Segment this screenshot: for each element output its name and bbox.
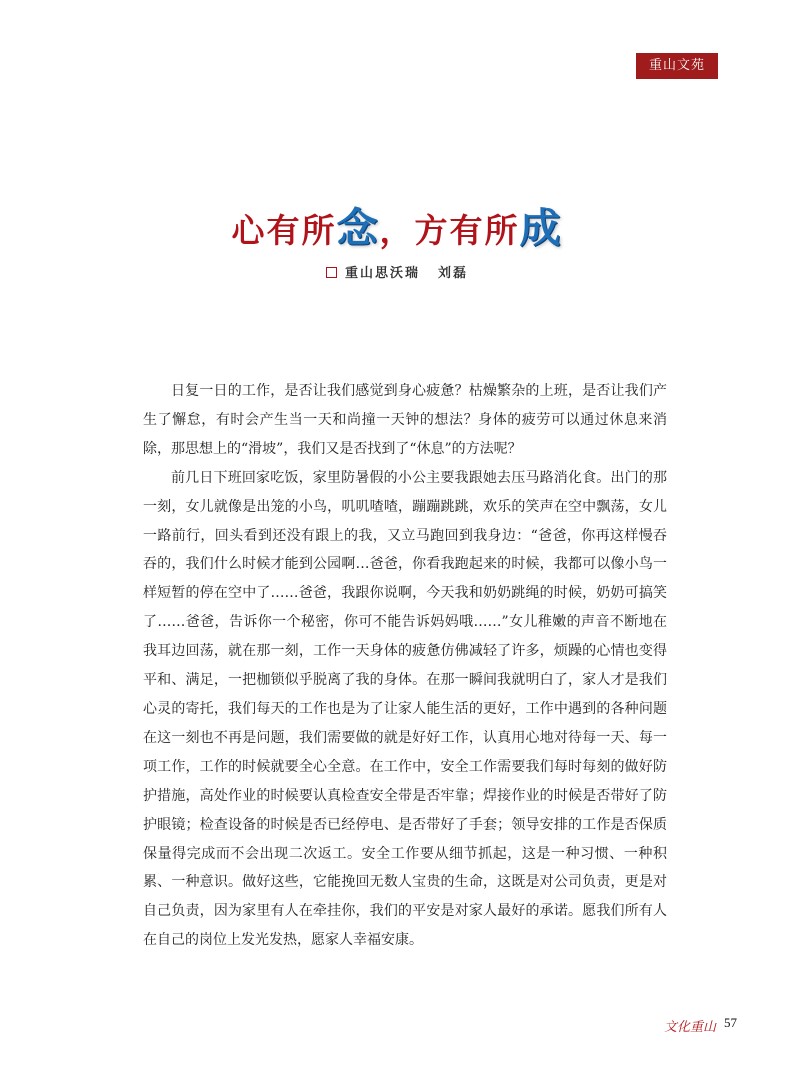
article-title: [0, 195, 794, 254]
title-part-2: ，方有所: [379, 211, 520, 250]
title-part-1: 心有所: [231, 211, 337, 250]
paragraph: 日复一日的工作，是否让我们感觉到身心疲惫？枯燥繁杂的上班，是否让我们产生了懈怠，有时会产生当一天和尚撞一天钟的想法？身体的疲劳可以通过休息来消除，那思想上的“滑坡”，我们又是否找到了“休息”的方法呢？: [143, 383, 667, 457]
page-number: 57: [724, 1015, 737, 1030]
author-name: 刘磊: [438, 266, 469, 281]
article-body: [143, 377, 667, 955]
footer-logo: 文化重山: [664, 1020, 717, 1035]
title-highlight-2: 成: [519, 204, 563, 252]
author-org: 重山思沃瑞: [344, 266, 420, 281]
paragraph: 前几日下班回家吃饭，家里防暑假的小公主要我跟她去压马路消化食。出门的那一刻，女儿就像是出笼的小鸟，叽叽喳喳，蹦蹦跳跳，欢乐的笑声在空中飘荡，女儿一路前行，回头看到还没有跟上的我，又立马跑回到我身边：“爸爸，你再这样慢吞吞的，我们什么时候才能到公园啊…爸爸，你看我跑起来的时候，我都可以像小鸟一样短暂的停在空中了……爸爸，我跟你说啊，今天我和奶奶跳绳的时候，奶奶可搞笑了……爸爸，告诉你一个秘密，你可不能告诉妈妈哦……”女儿稚嫩的声音不断地在我耳边回荡，就在那一刻，工作一天身体的疲惫仿佛减轻了许多，烦躁的心情也变得平和、满足，一把枷锁似乎脱离了我的身体。在那一瞬间我就明白了，家人才是我们心灵的寄托，我们每天的工作也是为了让家人能生活的更好，工作中遇到的各种问题在这一刻也不再是问题，我们需要做的就是好好工作，认真用心地对待每一天、每一项工作，工作的时候就要全心全意。在工作中，安全工作需要我们每时每刻的做好防护措施，高处作业的时候要认真检查安全带是否牢靠；焊接作业的时候是否带好了防护眼镜；检查设备的时候是否已经停电、是否带好了手套；领导安排的工作是否保质保量得完成而不会出现二次返工。安全工作要从细节抓起，这是一种习惯、一种积累、一种意识。做好这些，它能挽回无数人宝贵的生命，这既是对公司负责，更是对自己负责，因为家里有人在牵挂你，我们的平安是对家人最好的承诺。愿我们所有人在自己的岗位上发光发热，愿家人幸福安康。: [143, 469, 667, 949]
byline: [0, 262, 794, 281]
section-tag: 重山文苑: [636, 53, 718, 79]
title-highlight-1: 念: [336, 204, 380, 252]
square-bullet-icon: [326, 267, 337, 278]
